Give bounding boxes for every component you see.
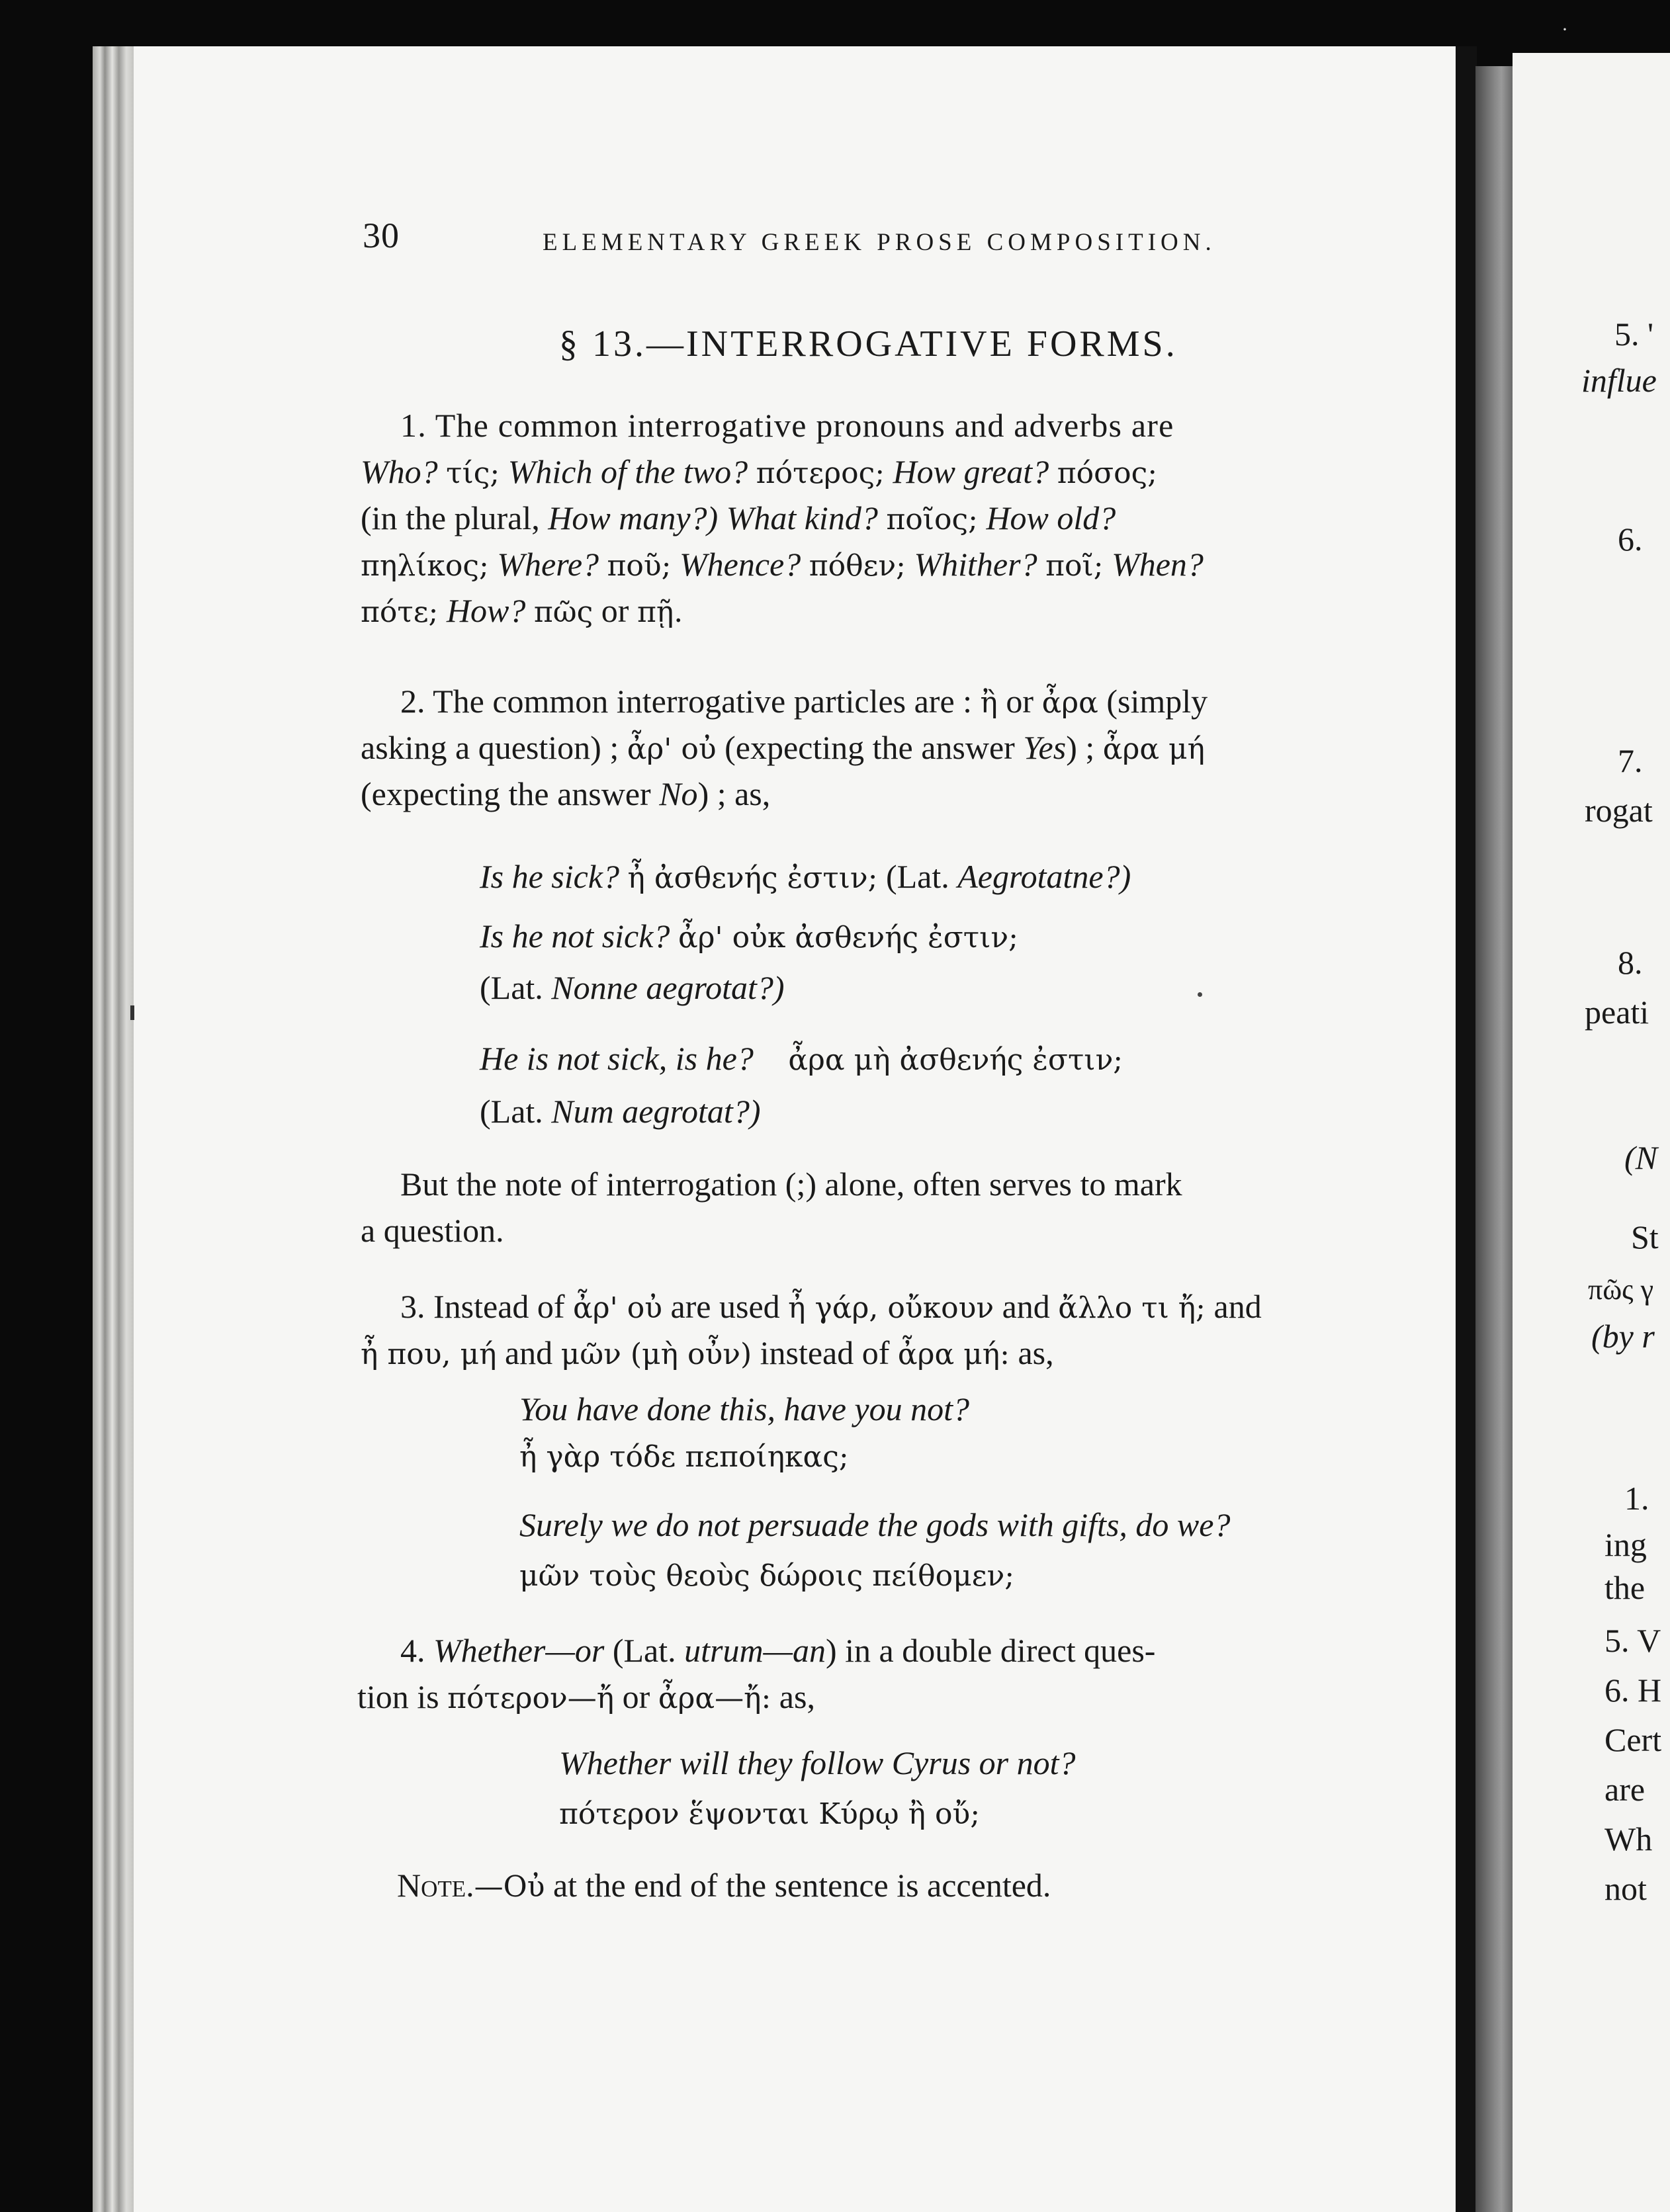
right-line-wh: Wh bbox=[1604, 1820, 1653, 1857]
example-greek-hepsontai: πότερον ἕψονται Κύρῳ ἢ οὔ; bbox=[559, 1797, 981, 1831]
scan-specks: · bbox=[1561, 19, 1568, 40]
example-is-he-sick: Is he sick? ἦ ἀσθενής ἐστιν; (Lat. Aegrotatne?) bbox=[480, 858, 1131, 895]
running-header: ELEMENTARY GREEK PROSE COMPOSITION. bbox=[543, 229, 1216, 256]
margin-mark bbox=[130, 1005, 134, 1020]
example-is-he-not-sick: Is he not sick? ἆρ' οὐκ ἀσθενής ἐστιν; bbox=[480, 917, 1018, 955]
note-accent: Note.—Οὐ at the end of the sentence is accented. bbox=[397, 1867, 1051, 1904]
example-surely-we-do-not: Surely we do not persuade the gods with gifts, do we? bbox=[519, 1506, 1231, 1543]
right-line-6h: 6. H bbox=[1604, 1672, 1662, 1709]
example-he-is-not-sick: He is not sick, is he? ἆρα μὴ ἀσθενής ἐστιν; bbox=[480, 1040, 1123, 1077]
right-line-n: (N bbox=[1624, 1139, 1657, 1176]
right-line-not: not bbox=[1604, 1870, 1647, 1907]
book-gutter bbox=[1475, 66, 1513, 2212]
page-number: 30 bbox=[363, 216, 400, 255]
right-line-5: 5. ' bbox=[1614, 316, 1654, 353]
para4-line1: 4. Whether—or (Lat. utrum—an) in a double direct ques- bbox=[400, 1632, 1156, 1669]
example-whether-follow-cyrus: Whether will they follow Cyrus or not? bbox=[559, 1744, 1076, 1781]
para2-line2: asking a question) ; ἆρ' οὐ (expecting the answer Yes) ; ἆρα μή bbox=[361, 729, 1205, 766]
right-line-7: 7. bbox=[1618, 742, 1643, 779]
example-latin-num: (Lat. Num aegrotat?) bbox=[480, 1093, 761, 1130]
right-line-ing: ing bbox=[1604, 1526, 1647, 1563]
right-line-cert: Cert bbox=[1604, 1721, 1662, 1758]
scan-dot bbox=[1198, 992, 1202, 997]
para2-line3: (expecting the answer No) ; as, bbox=[361, 775, 771, 812]
para1-line3: (in the plural, How many?) What kind? ποῖος; How old? bbox=[361, 499, 1116, 536]
example-greek-peithomen: μῶν τοὺς θεοὺς δώροις πείθομεν; bbox=[519, 1559, 1015, 1593]
right-line-influe: influe bbox=[1581, 362, 1657, 399]
para4-line2: tion is πότερον—ἤ or ἆρα—ἤ: as, bbox=[357, 1678, 815, 1715]
section-title: § 13.—INTERROGATIVE FORMS. bbox=[559, 323, 1178, 364]
example-greek-pepoiekas: ἦ γὰρ τόδε πεποίηκας; bbox=[519, 1440, 849, 1474]
note-interrogation-line1: But the note of interrogation (;) alone, often serves to mark bbox=[400, 1166, 1182, 1203]
right-line-1: 1. bbox=[1624, 1480, 1649, 1517]
para1-line2: Who? τίς; Which of the two? πότερος; How great? πόσος; bbox=[361, 453, 1158, 490]
para3-line1: 3. Instead of ἆρ' οὐ are used ἦ γάρ, οὔκουν and ἄλλο τι ἤ; and bbox=[400, 1288, 1262, 1325]
para2-line1: 2. The common interrogative particles are : ἢ or ἆρα (simply bbox=[400, 683, 1208, 720]
para3-line2: ἦ που, μή and μῶν (μὴ οὖν) instead of ἆρα μή: as, bbox=[361, 1334, 1054, 1371]
right-line-peati: peati bbox=[1585, 994, 1649, 1031]
right-line-5v: 5. V bbox=[1604, 1622, 1661, 1659]
right-line-are: are bbox=[1604, 1771, 1646, 1808]
example-latin-nonne: (Lat. Nonne aegrotat?) bbox=[480, 969, 785, 1006]
page-edge-left bbox=[93, 46, 134, 2212]
note-interrogation-line2: a question. bbox=[361, 1212, 504, 1249]
example-you-have-done-this: You have done this, have you not? bbox=[519, 1390, 970, 1427]
para1-line5: πότε; How? πῶς or πῇ. bbox=[361, 592, 683, 629]
para1-line1: 1. The common interrogative pronouns and adverbs are bbox=[400, 407, 1174, 444]
right-line-rogat: rogat bbox=[1585, 792, 1653, 829]
gutter-shadow bbox=[1456, 46, 1477, 2212]
right-line-by: (by r bbox=[1591, 1318, 1655, 1355]
right-line-the: the bbox=[1604, 1569, 1646, 1606]
right-line-8: 8. bbox=[1618, 944, 1643, 981]
right-line-pos: πῶς γ bbox=[1588, 1273, 1654, 1306]
right-line-st: St bbox=[1631, 1218, 1659, 1255]
right-line-6: 6. bbox=[1618, 521, 1643, 558]
para1-line4: πηλίκος; Where? ποῦ; Whence? πόθεν; Whither? ποῖ; When? bbox=[361, 546, 1204, 583]
